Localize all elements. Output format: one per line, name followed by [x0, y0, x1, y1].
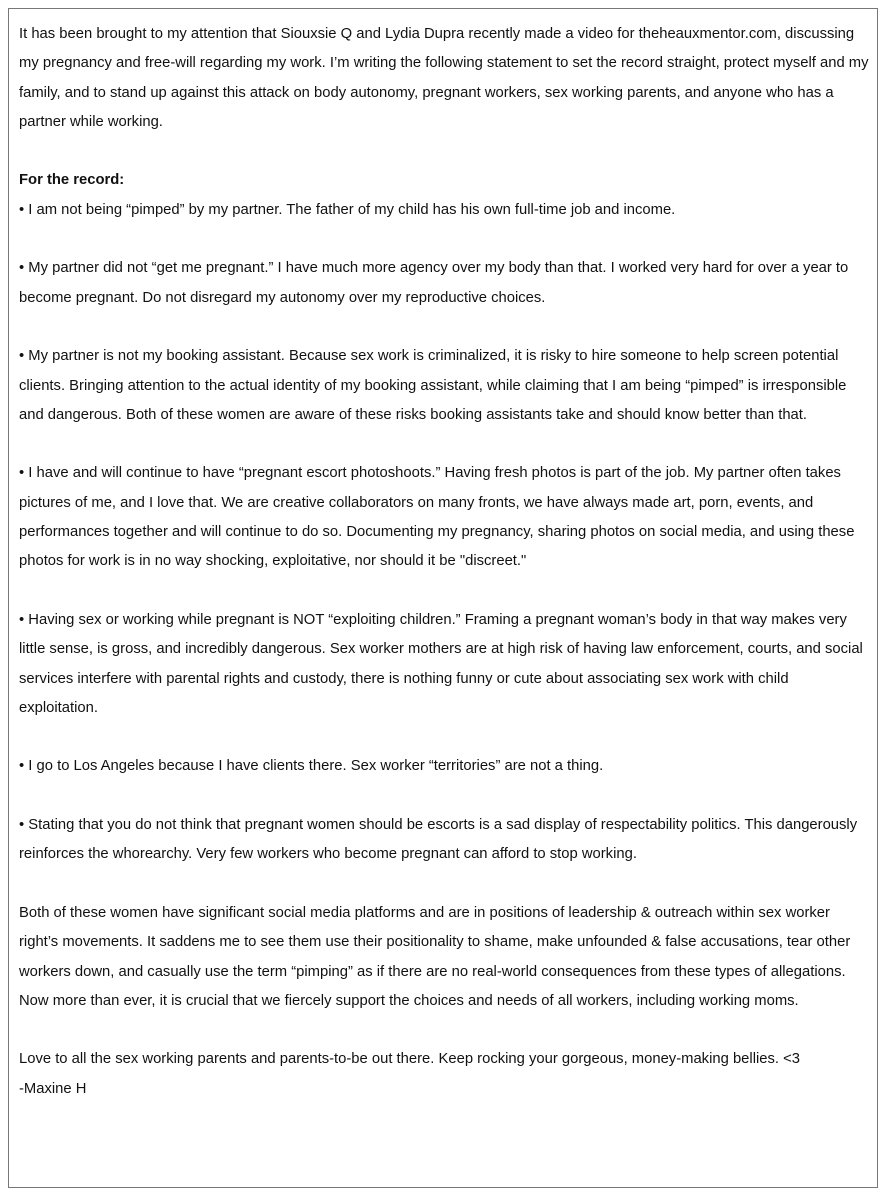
- conclusion-paragraph: Both of these women have significant social media platforms and are in positions of leadership & outreach within sex worker right’s movements. It saddens me to see them use their positionality to shame, make unfounded & false accusations, tear other workers down, and casually use the term “pimping” as if there are no real-world consequences from these types of allegations. Now more than ever, it is crucial that we fiercely support the choices and needs of all workers, including working moms.: [19, 904, 851, 1009]
- paragraph-gap: [19, 782, 871, 811]
- paragraph-gap: [19, 430, 871, 459]
- paragraph-gap: [19, 225, 871, 254]
- closing-line: Love to all the sex working parents and parents-to-be out there. Keep rocking your gorgeous, money-making bellies. <3: [19, 1051, 800, 1068]
- bullet-item: • My partner is not my booking assistant. Because sex work is criminalized, it is risky to hire someone to help screen potential clients. Bringing attention to the actual identity of my booking assistant, while claiming that I am being “pimped” is irresponsible and dangerous. Both of these women are aware of these risks booking assistants take and should know better than that.: [19, 348, 847, 423]
- bullet-item: • I go to Los Angeles because I have clients there. Sex worker “territories” are not a thing.: [19, 758, 604, 775]
- bullet-item: • My partner did not “get me pregnant.” I have much more agency over my body than that. I worked very hard for over a year to become pregnant. Do not disregard my autonomy over my reproductive choices.: [19, 260, 849, 306]
- bullet-item: • Having sex or working while pregnant is NOT “exploiting children.” Framing a pregnant woman’s body in that way makes very little sense, is gross, and incredibly dangerous. Sex worker mothers are at high risk of having law enforcement, courts, and social services interfere with parental rights and custody, there is nothing funny or cute about associating sex work with child exploitation.: [19, 611, 863, 716]
- bullet-item: • Stating that you do not think that pregnant women should be escorts is a sad display of respectability politics. This dangerously reinforces the whorearchy. Very few workers who become pregnant can afford to stop working.: [19, 817, 858, 863]
- statement-document: [19, 20, 871, 1104]
- bullet-item: • I am not being “pimped” by my partner. The father of my child has his own full-time job and income.: [19, 201, 676, 218]
- paragraph-gap: [19, 870, 871, 899]
- paragraph-gap: [19, 137, 871, 166]
- record-heading: For the record:: [19, 172, 125, 189]
- intro-paragraph: It has been brought to my attention that Siouxsie Q and Lydia Dupra recently made a video for theheauxmentor.com, discussing my pregnancy and free-will regarding my work. I’m writing the following statement to set the record straight, protect myself and my family, and to stand up against this attack on body autonomy, pregnant workers, sex working parents, and anyone who has a partner while working.: [19, 26, 869, 130]
- signature: -Maxine H: [19, 1080, 87, 1097]
- paragraph-gap: [19, 1016, 871, 1045]
- paragraph-gap: [19, 313, 871, 342]
- paragraph-gap: [19, 723, 871, 752]
- paragraph-gap: [19, 577, 871, 606]
- bullet-item: • I have and will continue to have “pregnant escort photoshoots.” Having fresh photos is part of the job. My partner often takes pictures of me, and I love that. We are creative collaborators on many fronts, we have always made art, porn, events, and performances together and will continue to do so. Documenting my pregnancy, sharing photos on social media, and using these photos for work is in no way shocking, exploitative, nor should it be "discreet.": [19, 465, 855, 570]
